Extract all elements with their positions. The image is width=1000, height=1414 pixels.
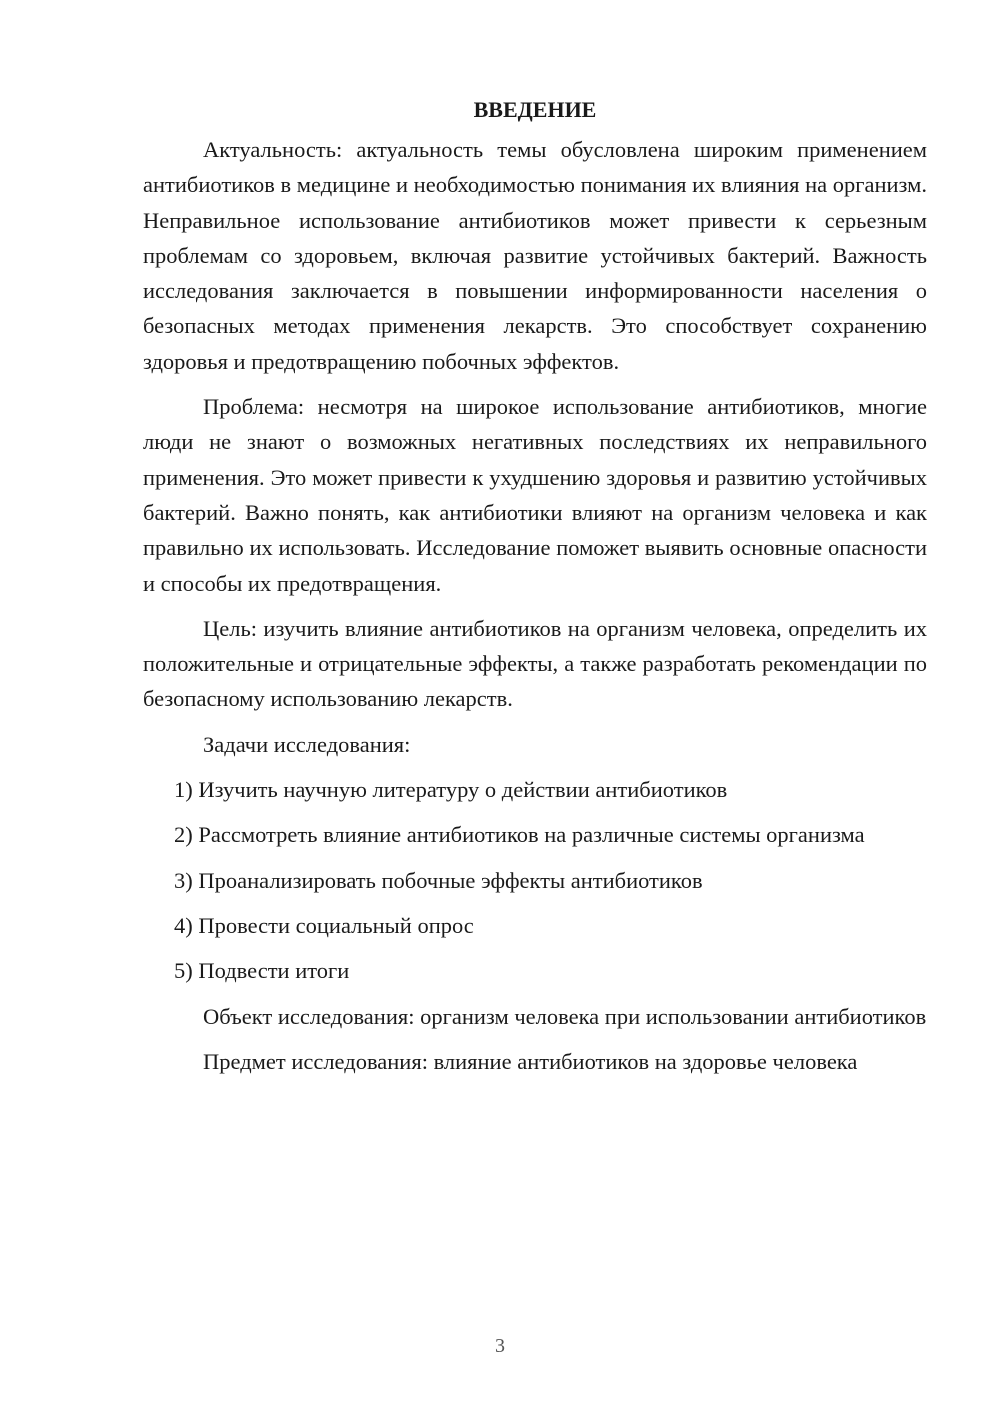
task-item: 2) Рассмотреть влияние антибиотиков на различные системы организма xyxy=(174,822,865,848)
task-item: 4) Провести социальный опрос xyxy=(174,912,474,938)
task-item: 5) Подвести итоги xyxy=(174,958,350,984)
object-paragraph: Объект исследования: организм человека при использовании антибиотиков xyxy=(203,1003,927,1029)
relevance-paragraph: Актуальность: актуальность темы обусловлена широким применением антибиотиков в медицине и необходимостью понимания их влияния на организм. Неправильное использование антибиотиков может привести к серьезным проблемам со здоровьем, включая развитие устойчивых бактерий. Важность исследования заключается в повышении информированности населения о безопасных методах применения лекарств. Это способствует сохранению здоровья и предотвращению побочных эффектов. xyxy=(143,137,927,374)
task-item: 1) Изучить научную литературу о действии антибиотиков xyxy=(174,777,728,803)
document-page xyxy=(143,92,927,1089)
task-item: 3) Проанализировать побочные эффекты антибиотиков xyxy=(174,867,703,893)
page-number: 3 xyxy=(495,1335,505,1357)
goal-paragraph: Цель: изучить влияние антибиотиков на организм человека, определить их положительные и отрицательные эффекты, а также разработать рекомендации по безопасному использованию лекарств. xyxy=(143,615,927,712)
problem-paragraph: Проблема: несмотря на широкое использование антибиотиков, многие люди не знают о возможных негативных последствиях их неправильного применения. Это может привести к ухудшению здоровья и развитию устойчивых бактерий. Важно понять, как антибиотики влияют на организм человека и как правильно их использовать. Исследование поможет выявить основные опасности и способы их предотвращения. xyxy=(143,394,927,596)
section-title: ВВЕДЕНИЕ xyxy=(473,97,597,122)
subject-paragraph: Предмет исследования: влияние антибиотиков на здоровье человека xyxy=(203,1048,858,1074)
tasks-heading: Задачи исследования: xyxy=(203,731,411,757)
